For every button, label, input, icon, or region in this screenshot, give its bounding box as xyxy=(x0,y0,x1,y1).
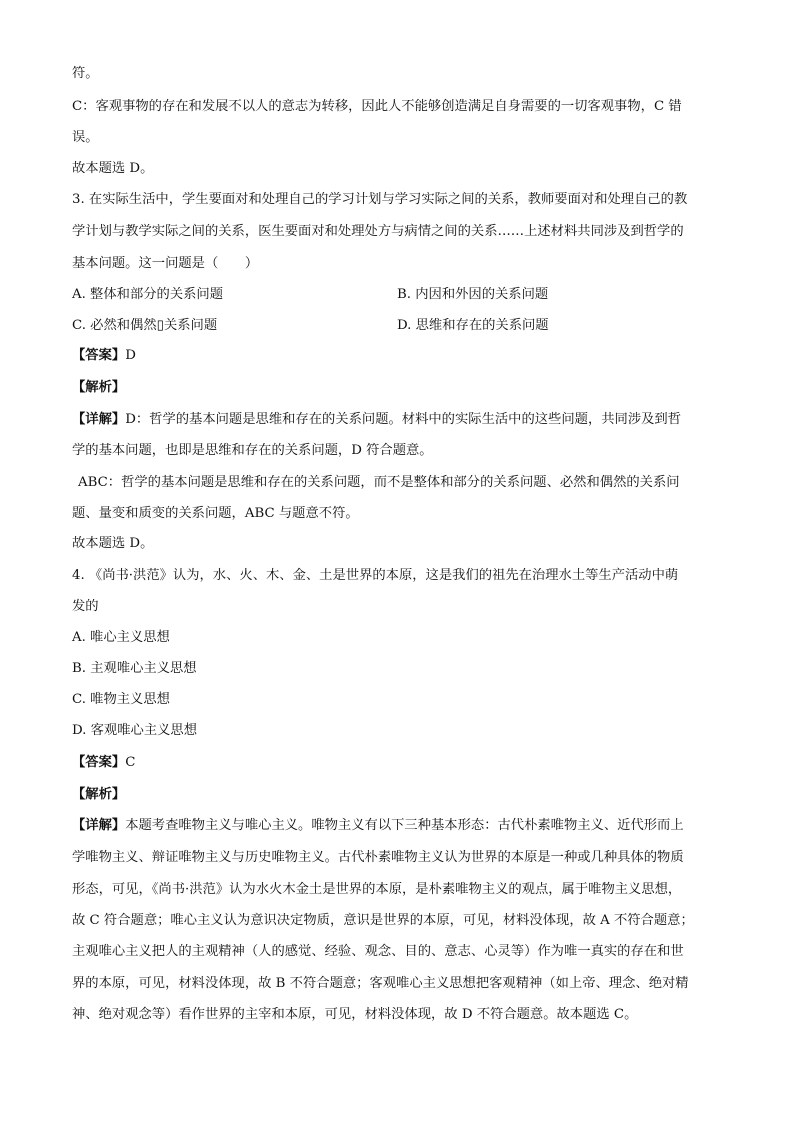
analysis-label: 【解析】 xyxy=(72,787,126,802)
question-3-detail-line: 学的基本问题，也即是思维和存在的关系问题，D 符合题意。 xyxy=(72,443,433,458)
detail-label: 【详解】 xyxy=(72,818,126,833)
question-4-analysis-label xyxy=(72,785,722,805)
question-3-analysis-label xyxy=(72,378,722,398)
question-3-detail-line: ABC：哲学的基本问题是思维和存在的关系问题，而不是整体和部分的关系问题、必然和偶然的关系问 xyxy=(78,475,680,490)
question-4-answer xyxy=(72,753,722,773)
question-3-conclusion: 故本题选 D。 xyxy=(72,536,154,551)
question-3-answer xyxy=(72,346,722,366)
question-4-stem-line: 发的 xyxy=(72,599,99,614)
question-4-detail-line: 形态，可见，《尚书·洪范》认为水火木金土是世界的本原，是朴素唯物主义的观点，属于唯物主义思想， xyxy=(72,882,682,897)
answer-value: C xyxy=(125,755,136,770)
question-4-option-c: C. 唯物主义思想 xyxy=(72,692,170,707)
question-3-option-c: C. 必然和偶然▯关系问题 xyxy=(72,318,218,333)
question-4-option-d: D. 客观唯心主义思想 xyxy=(72,723,198,738)
question-4-option-b: B. 主观唯心主义思想 xyxy=(72,661,197,676)
text-line: 误。 xyxy=(72,130,99,145)
question-4-detail-line: 神、绝对观念等）看作世界的主宰和本原，可见，材料没体现，故 D 不符合题意。故本题选 C。 xyxy=(72,1007,638,1022)
analysis-label: 【解析】 xyxy=(72,380,126,395)
question-3-option-d: D. 思维和存在的关系问题 xyxy=(397,318,549,333)
question-4-detail-line: 主观唯心主义把人的主观精神（人的感觉、经验、观念、目的、意志、心灵等）作为唯一真实的存在和世 xyxy=(72,944,684,959)
detail-text: 本题考查唯物主义与唯心主义。唯物主义有以下三种基本形态：古代朴素唯物主义、近代形而上 xyxy=(125,818,684,833)
question-3-option-a: A. 整体和部分的关系问题 xyxy=(72,287,224,302)
answer-value: D xyxy=(125,348,136,363)
question-3-option-b: B. 内因和外因的关系问题 xyxy=(397,287,549,302)
text-line: 故本题选 D。 xyxy=(72,161,154,176)
question-3-stem-line: 3. 在实际生活中，学生要面对和处理自己的学习计划与学习实际之间的关系，教师要面对和处理自己的教 xyxy=(72,192,688,207)
question-3-stem-line: 基本问题。这一问题是（ ） xyxy=(72,256,259,271)
question-4-option-a: A. 唯心主义思想 xyxy=(72,630,170,645)
question-3-detail-line: 题、量变和质变的关系问题，ABC 与题意不符。 xyxy=(72,506,359,521)
text-line: 符。 xyxy=(72,66,99,81)
question-3-detail-line xyxy=(72,410,722,430)
question-4-stem-line: 4. 《尚书·洪范》认为，水、火、木、金、土是世界的本原，这是我们的祖先在治理水土等生产活动中萌 xyxy=(72,568,679,583)
question-4-detail-line: 故 C 符合题意；唯心主义认为意识决定物质，意识是世界的本原，可见，材料没体现，故 A 不符合题意； xyxy=(72,913,694,928)
answer-label: 【答案】 xyxy=(72,755,126,770)
question-3-stem-line: 学计划与教学实际之间的关系，医生要面对和处理处方与病情之间的关系……上述材料共同涉及到哲学的 xyxy=(72,224,684,239)
question-4-detail-line xyxy=(72,816,722,836)
answer-label: 【答案】 xyxy=(72,348,126,363)
detail-label: 【详解】 xyxy=(72,412,126,427)
question-4-detail-line: 界的本原，可见，材料没体现，故 B 不符合题意；客观唯心主义思想把客观精神（如上帝、理念、绝对精 xyxy=(72,976,689,991)
text-line: C：客观事物的存在和发展不以人的意志为转移，因此人不能够创造满足自身需要的一切客观事物，C 错 xyxy=(72,99,682,114)
detail-text: D：哲学的基本问题是思维和存在的关系问题。材料中的实际生活中的这些问题，共同涉及到哲 xyxy=(125,412,682,427)
question-4-detail-line: 学唯物主义、辩证唯物主义与历史唯物主义。古代朴素唯物主义认为世界的本原是一种或几种具体的物质 xyxy=(72,850,684,865)
